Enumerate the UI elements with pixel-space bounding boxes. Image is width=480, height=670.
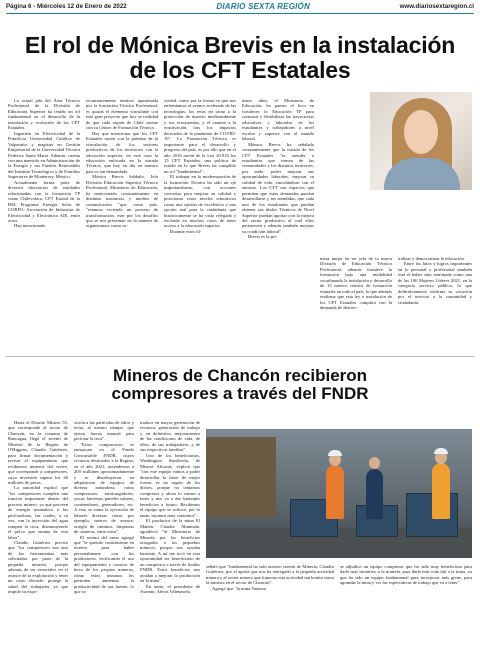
paragraph: Ingeniera en Electricidad de la Pontificia Universidad Católica de Valparaíso y magíster en Gestión Empresarial de la Universidad Técnica Federico Santa María. Además, cuenta con una maestría en Administración de la Energía y sus Fuentes Renovables del Instituto Tecnológico y de Estudios Superiores de Monterrey, México. bbox=[8, 130, 80, 180]
header-rule bbox=[6, 13, 474, 14]
paragraph: La actual jefa del Área Técnico Profesional de la División de Educación Superior ha tenido un rol fundamental en el desarrollo de la instalación y evolución de los CFT Estatales. bbox=[8, 98, 80, 131]
article2-column-3 bbox=[140, 420, 200, 662]
paragraph: Hasta el Distrito Minero 55, que corresponde al sector de Chancón, en la comuna de Rancagua, llegó el seremi de Minería de la Región de O'Higgins, Claudio Gutiérrez, para firmar documentación y revisar el equipamiento que recibieron mineros del sector, que corresponde a compresores, cuya inversión supera los 40 millones de pesos. bbox=[8, 420, 68, 485]
article1-column-6 bbox=[398, 256, 472, 346]
mining-compressor-photo bbox=[206, 429, 472, 558]
paragraph: mera mujer en ser jefa de la nueva División de Educación Técnico Profesional, además fortalece la formación bajo una modalidad coordinando la instalación y desarrollo de 15 nuevos centros de formación estatales en todo el país, lo que además reafirma que esta ley e instalación de los CFT Estatales cumplirá con la demanda de descen- bbox=[320, 256, 392, 311]
paragraph: El seremi del ramo agregó que "le querido constituirme en terreno para haber personalmente con los productores, verificando el uso del equipamiento y conocer de boca de los propios mineros, cómo estos insumos les permiten aumentar la productividad de sus faenas, lo que se bbox=[74, 534, 134, 595]
article1-headline-line2: de los CFT Estatales bbox=[129, 57, 351, 83]
paragraph: ciedad, como por la forma en que nos enfrentamos al avance acelerado de las tecnologías, los retos en torno a la protección de nuestro medioambiente y sus ecosistemas, y el camino a la reactivación tras los impactos derivados de la pandemia de COVID-19". La Formación Técnica es importante para el desarrollo y progreso del país, es por ello que en el año 2016 nacen de la Ley 20.910 los 15 CFT Estatales, una política de estado en la que Brevis ha cumplido un rol "fundamental". bbox=[164, 98, 236, 174]
article1-column-4 bbox=[242, 98, 314, 346]
article2-headline-line1: Mineros de Chancón recibieron bbox=[112, 366, 368, 385]
monica-brevis-photo bbox=[370, 92, 472, 190]
article2-headline-line2: compresores a través del FNDR bbox=[111, 384, 369, 403]
article1-column-1 bbox=[8, 98, 80, 346]
paragraph: Actualmente forma parte de diversos directorios de entidades relacionadas con la formación TP como Chilevalora, CFT Estatal de la RM, Programa Energía Solar de CORFO, Asociación de Industrias de Electricidad y Electrónica AIE, entre otros. bbox=[8, 179, 80, 223]
paragraph: tralizar y democratizar la educación. bbox=[398, 256, 465, 261]
page-header bbox=[0, 0, 480, 13]
paragraph: Claudio Gutiérrez precisó que "los compresores son uno de las herramientas más solicitadas por parte de la pequeña minería, porque además de ser esenciales en el avance de la explotación y tener un costo elevado- protege la salud del trabajador ya que impide su expo- bbox=[8, 539, 68, 595]
paragraph: El productor de la mina El Maitén, Claudio Ahumada, agradeció "al Ministerio de Minería por los beneficios otorgados a los pequeños mineros, porque nos ayudan bastante. A mí me tocó en esta oportunidad ser beneficiario de un compresor a través de fondos FNDR. Estos beneficios nos ayudan a mejorar la producción en la mina". bbox=[140, 518, 200, 584]
paragraph: "Estos compresores se enmarcan en el Fondo Concursable FNDR, cuyos recursos destinados a la Región, en el año 2021, ascendieron a 200 millones aproximadamente y se distribuyeron en adquisición de equipos de diversa naturaleza, como compresores, minicargadores, yucas, barrenas, paneles solares, contenedores, generadores, etc. A esto se suma la ejecución de labores diversas como, por ejemplo, metros de avance, arreglo de caminos, limpiezas de canteras, entre otros". bbox=[74, 441, 134, 535]
paragraph: Mónica Brevis Saldaño, Jefa División Educación Superior Técnico Profesional, Ministerio de Educación, ha mencionado constantemente en distintas instancias y medios de comunicación "que como país, "estamos viviendo un proceso de transformación, este por los desafíos que se nos presentan en la manera de organizarnos como so- bbox=[86, 174, 158, 229]
article2-column-5 bbox=[340, 564, 472, 662]
paragraph: Mónica Brevis ha señalado constantemente que la misión de los CFT Estatales "es atender a estudiantes que vienen de las comunidades y los distintos territorios, por ende, poder mejorar sus oportunidades laborales, mejorar su calidad de vida, vinculándose con el entorno. Los CFT son espacios que permiten que estas demandas puedan desarrollarse y ser atendidas, que cada uno de los estudiantes que puedan obtener sus títulos Técnicos de Nivel Superior puedan aportar con la mejora del sector productivo al cual ellos pertenecen y además también mejorar su condición laboral". bbox=[242, 141, 314, 234]
paragraph: Durante estos úl- bbox=[170, 228, 202, 234]
article2-column-4 bbox=[206, 564, 334, 662]
paragraph: sición a las partículas de sílice y evita, al mismo tiempo, que ejerza fuerza manual para perforar la roca". bbox=[74, 420, 134, 442]
article1-column-5 bbox=[320, 256, 392, 346]
paragraph: Agregó que "la mina Vanessa bbox=[212, 585, 267, 591]
paragraph: Uno de los beneficiarios, Washington Sepúlveda, de Minera Alicante, explicó que "con este equipo vamos a poder desarrollar la labor de mejor forma, es un regalo de los dioses, porque no teníamos compresor y ahora lo vamos a tener y nos va a dar bastantes beneficios a futuro. Recibimos el equipo que se solicitó, por lo tanto, estamos muy contentos". bbox=[140, 452, 200, 518]
paragraph: señaló que "fundamental ha sido nuestro seremi de Minería, Claudio Gutiérrez, por el aporte que nos ha entregado a la pequeña actividad minera y al sector minero que fomenta esta actividad tan bonita como la minería en el sector de Chancón". bbox=[206, 564, 334, 586]
paragraph: En tanto, el presidente de Asomin, Alexis Valenzuela, bbox=[140, 583, 200, 595]
website-link[interactable]: www.diariosextaregion.cl bbox=[399, 3, 474, 10]
page-info: Página 6 - Miércoles 12 de Enero de 2022 bbox=[6, 3, 127, 10]
paragraph: timos años, el Ministerio de Educación, ha puesto el foco en fortalecer la Educación TP para construir y flexibilizar las trayectorias educativas y laborales de los estudiantes y trabajadores a nivel escolar y superior con el mundo laboral. bbox=[242, 98, 314, 142]
paragraph: se adjudicó un equipo compresor que les sido muy beneficioso para darle más incentivo a la minería, para darle más vida útil a la mina, ya que ha sido un equipo fundamental para incorporar más gente, para agrandar la mina y ver las expectativas de trabajo que va a tener". bbox=[340, 564, 472, 586]
article2-column-2 bbox=[74, 420, 134, 662]
article2-column-1 bbox=[8, 420, 68, 662]
article1-headline-line1: El rol de Mónica Brevis en la instalación bbox=[24, 32, 456, 58]
paper-name: DIARIO SEXTA REGIÓN bbox=[216, 2, 310, 11]
article1-column-2 bbox=[86, 98, 158, 346]
article-divider bbox=[6, 356, 474, 357]
paragraph: Entre los hitos y logros importantes en lo personal y profesional también está el haber sido nominada como una de las 100 Mujeres Líderes 2021, en la categoría servicio público, lo que definitivamente reafirma su vocación por el servicio a la comunidad y ciudadanía. bbox=[398, 261, 472, 305]
paragraph: La autoridad explicó que "los compresores cumplen una función importante dentro del proceso minero, ya que proveen de energía neumática a las perforadoras, las cuales, a su vez, con la inyección del agua rompen la roca, disminuyendo el polvo que emana de esta labor". bbox=[8, 485, 68, 540]
article1-column-3 bbox=[164, 98, 236, 346]
paragraph: Hay que mencionar que los CFT Estatales nacen con la premisa de la vinculación de los sectores productivos de los territorios con la educación superior, en este caso la educación enfocada en la mirada Técnica, que hoy en día en nuestro país es tan demandada. bbox=[86, 130, 158, 174]
paragraph: Hay mencionado bbox=[14, 223, 46, 229]
paragraph: Brevis es la pri- bbox=[248, 234, 278, 240]
paragraph: recurrentemente sentirse apasionada por la formación Técnico Profesional, es quizás el elemento vinculante con este gran proyecto que hoy se realidad de que cada región de Chile cuente con su Centro de Formación Técnica. bbox=[86, 98, 158, 131]
paragraph: traduce en mayor generación de recursos, generación de trabajo y, en definitiva, mejoramiento de las condiciones de vida, de ellos, de sus trabajadores, y de sus respectivas familias". bbox=[140, 420, 200, 453]
paragraph: El trabajar en la modernización de la formación Técnica ha sido un eje importantísimo, con acciones concretas para mejorar su calidad y posicionar estos niveles educativos como una opción de excelencia y una opción real para la ciudadanía que históricamente se ha visto relegada y excluida en muchos casos de tener acceso a la educación superior. bbox=[164, 174, 236, 229]
